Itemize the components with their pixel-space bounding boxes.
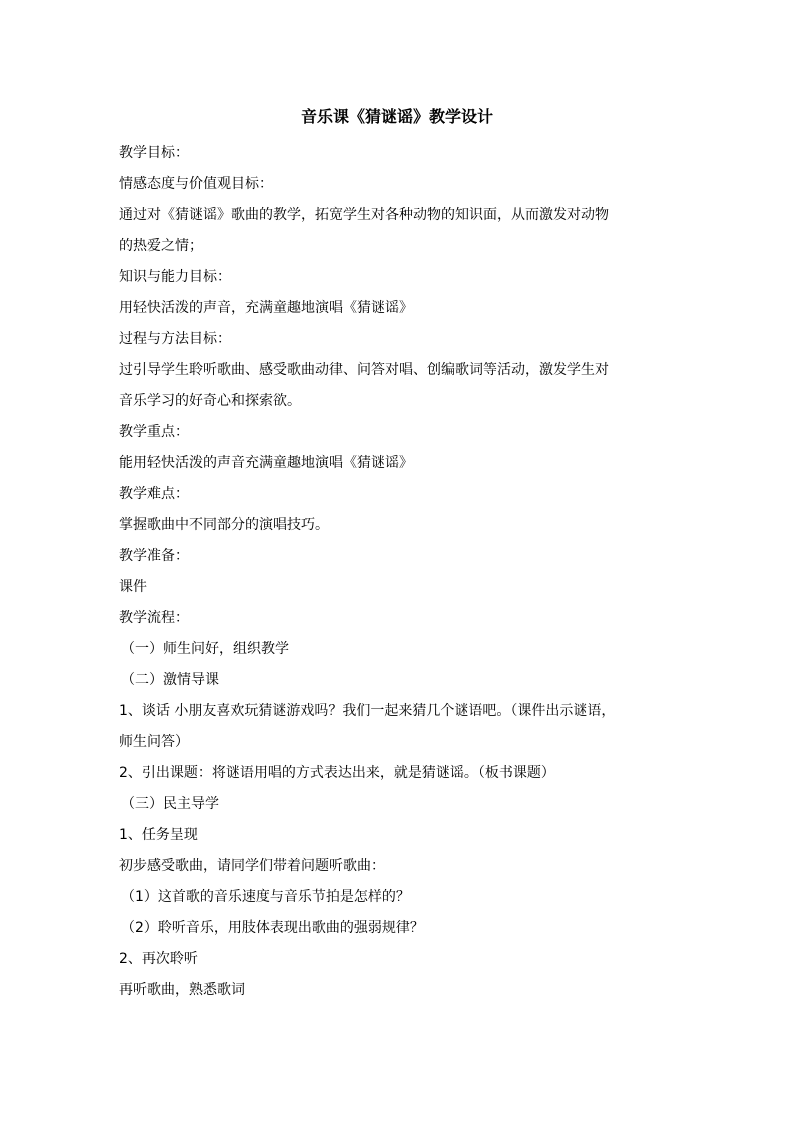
body-line: 的热爱之情； <box>119 238 203 254</box>
body-line: 音乐学习的好奇心和探索欲。 <box>119 393 301 409</box>
document-body <box>119 138 679 1006</box>
body-line: 情感态度与价值观目标： <box>119 176 273 192</box>
body-line: 教学准备： <box>119 548 189 564</box>
body-line: 师生问答） <box>119 734 189 750</box>
document-title: 音乐课《猜谜谣》教学设计 <box>300 107 493 126</box>
body-line: 教学流程： <box>119 610 189 626</box>
body-line: 通过对《猜谜谣》歌曲的教学，拓宽学生对各种动物的知识面，从而激发对动物 <box>119 207 609 223</box>
body-line: 能用轻快活泼的声音充满童趣地演唱《猜谜谣》 <box>119 455 413 471</box>
body-line: 教学重点： <box>119 424 189 440</box>
body-line: 1、谈话 小朋友喜欢玩猜谜游戏吗？我们一起来猜几个谜语吧。（课件出示谜语， <box>119 703 616 719</box>
body-line: （二）激情导课 <box>121 672 219 688</box>
body-line: 过引导学生聆听歌曲、感受歌曲动律、问答对唱、创编歌词等活动，激发学生对 <box>119 362 609 378</box>
body-line: 掌握歌曲中不同部分的演唱技巧。 <box>119 517 329 533</box>
body-line: 2、再次聆听 <box>119 951 198 967</box>
body-line: 初步感受歌曲，请同学们带着问题听歌曲： <box>119 858 385 874</box>
body-line: （1）这首歌的音乐速度与音乐节拍是怎样的？ <box>121 889 410 905</box>
body-line: （三）民主导学 <box>121 796 219 812</box>
body-line: 用轻快活泼的声音，充满童趣地演唱《猜谜谣》 <box>119 300 413 316</box>
body-line: 教学难点： <box>119 486 189 502</box>
body-line: 课件 <box>119 579 147 595</box>
body-line: 再听歌曲，熟悉歌词 <box>119 982 245 998</box>
body-line: （一）师生问好，组织教学 <box>121 641 289 657</box>
body-line: （2）聆听音乐，用肢体表现出歌曲的强弱规律？ <box>121 920 424 936</box>
body-line: 教学目标： <box>119 145 189 161</box>
body-line: 1、任务呈现 <box>119 827 198 843</box>
body-line: 2、引出课题：将谜语用唱的方式表达出来，就是猜谜谣。（板书课题） <box>119 765 555 781</box>
body-line: 过程与方法目标： <box>119 331 231 347</box>
body-line: 知识与能力目标： <box>119 269 231 285</box>
